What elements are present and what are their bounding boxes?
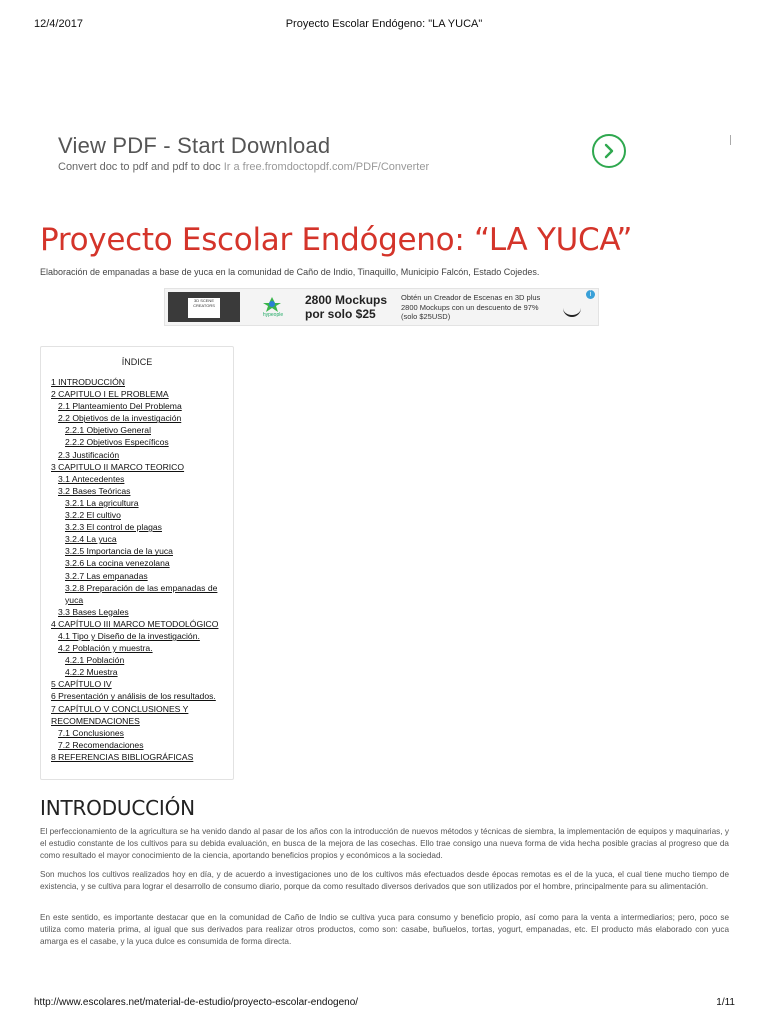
toc-link[interactable]: 3.2.5 Importancia de la yuca — [65, 546, 173, 557]
toc-link[interactable]: 3.2.4 La yuca — [65, 534, 117, 545]
toc-link[interactable]: 7 CAPÍTULO V CONCLUSIONES Y RECOMENDACIONES — [51, 703, 189, 726]
ad-banner-thumb-line1: 3D SCENE — [193, 298, 214, 303]
toc-link[interactable]: 4.1 Tipo y Diseño de la investigación. — [58, 630, 200, 641]
toc-link[interactable]: 2 CAPITULO I EL PROBLEMA — [51, 389, 169, 400]
toc-link[interactable]: 2.3 Justificación — [58, 449, 120, 460]
toc-link[interactable]: 3.2.8 Preparación de las empanadas de yuca — [65, 582, 218, 605]
toc-link[interactable]: 3.2.6 La cocina venezolana — [65, 558, 170, 569]
ad-top-title[interactable]: View PDF - Start Download — [58, 133, 331, 158]
toc-link[interactable]: 3.2.1 La agricultura — [65, 497, 139, 508]
toc-link[interactable]: 4.2 Población y muestra. — [58, 643, 153, 654]
toc-link[interactable]: 5 CAPÍTULO IV — [51, 679, 112, 690]
ad-banner-thumbnail-card — [188, 298, 220, 318]
document-title: Proyecto Escolar Endógeno: “LA YUCA” — [40, 222, 633, 258]
table-of-contents — [40, 346, 234, 780]
toc-link[interactable]: 3 CAPITULO II MARCO TEORICO — [51, 461, 185, 472]
ad-banner-thumbnail — [168, 292, 240, 322]
star-logo-icon — [257, 295, 287, 313]
print-page-title: Proyecto Escolar Endógeno: "LA YUCA" — [285, 18, 483, 30]
ad-top-subtitle[interactable] — [58, 161, 678, 173]
ad-banner-headline-line1: 2800 Mockups — [305, 293, 388, 307]
intro-paragraph-3: En este sentido, es importante destacar que en la comunidad de Caño de Indio se cultiva yuca para consumo y beneficio propio, así como para la venta a intermediarios; pero, poco se utiliza como materia prima, al igual que sus derivados para realizar otros productos, como son: casabe, buñuelos, tortas, yogurt, empanadas, etc. El producto más elaborado con yuca amarga es el casabe, y la yuca dulce es consumida de forma directa. — [40, 913, 729, 946]
ad-banner-logo — [257, 295, 287, 321]
toc-link[interactable]: 3.2 Bases Teóricas — [58, 485, 131, 496]
toc-link[interactable]: 3.2.7 Las empanadas — [65, 570, 148, 581]
ad-top-marker — [730, 135, 731, 145]
toc-link[interactable]: 4.2.2 Muestra — [65, 667, 118, 678]
toc-link[interactable]: 8 REFERENCIAS BIBLIOGRÁFICAS — [51, 751, 194, 762]
chevron-right-icon — [600, 142, 618, 160]
toc-link[interactable]: 6 Presentación y análisis de los resultados. — [51, 691, 216, 702]
print-date: 12/4/2017 — [34, 18, 83, 30]
print-url: http://www.escolares.net/material-de-estudio/proyecto-escolar-endogeno/ — [34, 997, 359, 1008]
toc-link[interactable]: 2.1 Planteamiento Del Problema — [58, 401, 182, 412]
toc-link[interactable]: 2.2 Objetivos de la investigación — [58, 413, 182, 424]
toc-list — [41, 376, 233, 763]
toc-link[interactable]: 3.2.3 El control de plagas — [65, 522, 162, 533]
ad-top-url[interactable]: Ir a free.fromdoctopdf.com/PDF/Converter — [223, 161, 430, 173]
toc-link[interactable]: 3.2.2 El cultivo — [65, 510, 121, 521]
ad-banner-thumb-line2: CREATORS — [193, 303, 215, 308]
intro-paragraph-2: Son muchos los cultivos realizados hoy en día, y de acuerdo a investigaciones uno de los cultivos más efectuados desde épocas remotas es el de la yuca, el cual tiene mucho tiempo de existencia, y se cultiva para lograr el desarrollo de consumo diario, porque da como resultado diversos derivados que son utilizados por el hombre, principalmente para su alimentación. — [40, 870, 729, 891]
ad-top[interactable] — [58, 133, 678, 173]
intro-paragraph-1: El perfeccionamiento de la agricultura se ha venido dando al pasar de los años con la introducción de nuevos métodos y técnicas de siembra, la implementación de equipos y maquinarias, y el estudio constante de los cultivos para su debida evaluación, en busca de la mejora de las cosechas. Ello trae consigo una nueva forma de vida hecha posible gracias al progreso que da como resultado el mayor conocimiento de la ciencia, aportando beneficios propios y económicos a la sociedad. — [40, 827, 729, 860]
toc-link[interactable]: 4 CAPÍTULO III MARCO METODOLÓGICO — [51, 618, 219, 629]
ad-banner-description[interactable]: Obtén un Creador de Escenas en 3D plus 2800 Mockups con un descuento de 97% (solo $25USD) — [401, 293, 541, 321]
toc-link[interactable]: 2.2.2 Objetivos Específicos — [65, 437, 169, 448]
loading-spinner-icon — [563, 299, 581, 317]
intro-heading: INTRODUCCIÓN — [40, 796, 195, 820]
ad-top-open-button[interactable] — [592, 134, 626, 168]
document-subtitle: Elaboración de empanadas a base de yuca en la comunidad de Caño de Indio, Tinaquillo, Municipio Falcón, Estado Cojedes. — [40, 267, 540, 277]
toc-link[interactable]: 3.3 Bases Legales — [58, 606, 129, 617]
toc-link[interactable]: 1 INTRODUCCIÓN — [51, 377, 126, 387]
toc-link[interactable]: 3.1 Antecedentes — [58, 473, 125, 484]
ad-banner-headline-line2: por solo $25 — [305, 307, 376, 321]
print-page-number: 1/11 — [716, 997, 735, 1008]
toc-link[interactable]: 7.2 Recomendaciones — [58, 739, 144, 750]
toc-link[interactable]: 2.2.1 Objetivo General — [65, 425, 151, 436]
toc-link[interactable]: 4.2.1 Población — [65, 655, 125, 666]
ad-banner-logo-label: hypeople — [262, 312, 284, 318]
ad-top-subtitle-text: Convert doc to pdf and pdf to doc — [58, 161, 221, 173]
ad-banner-headline[interactable] — [305, 293, 387, 321]
toc-heading: ÍNDICE — [121, 357, 153, 367]
ad-banner[interactable] — [164, 288, 599, 326]
toc-link[interactable]: 7.1 Conclusiones — [58, 727, 124, 738]
ad-info-icon[interactable]: i — [586, 290, 595, 299]
